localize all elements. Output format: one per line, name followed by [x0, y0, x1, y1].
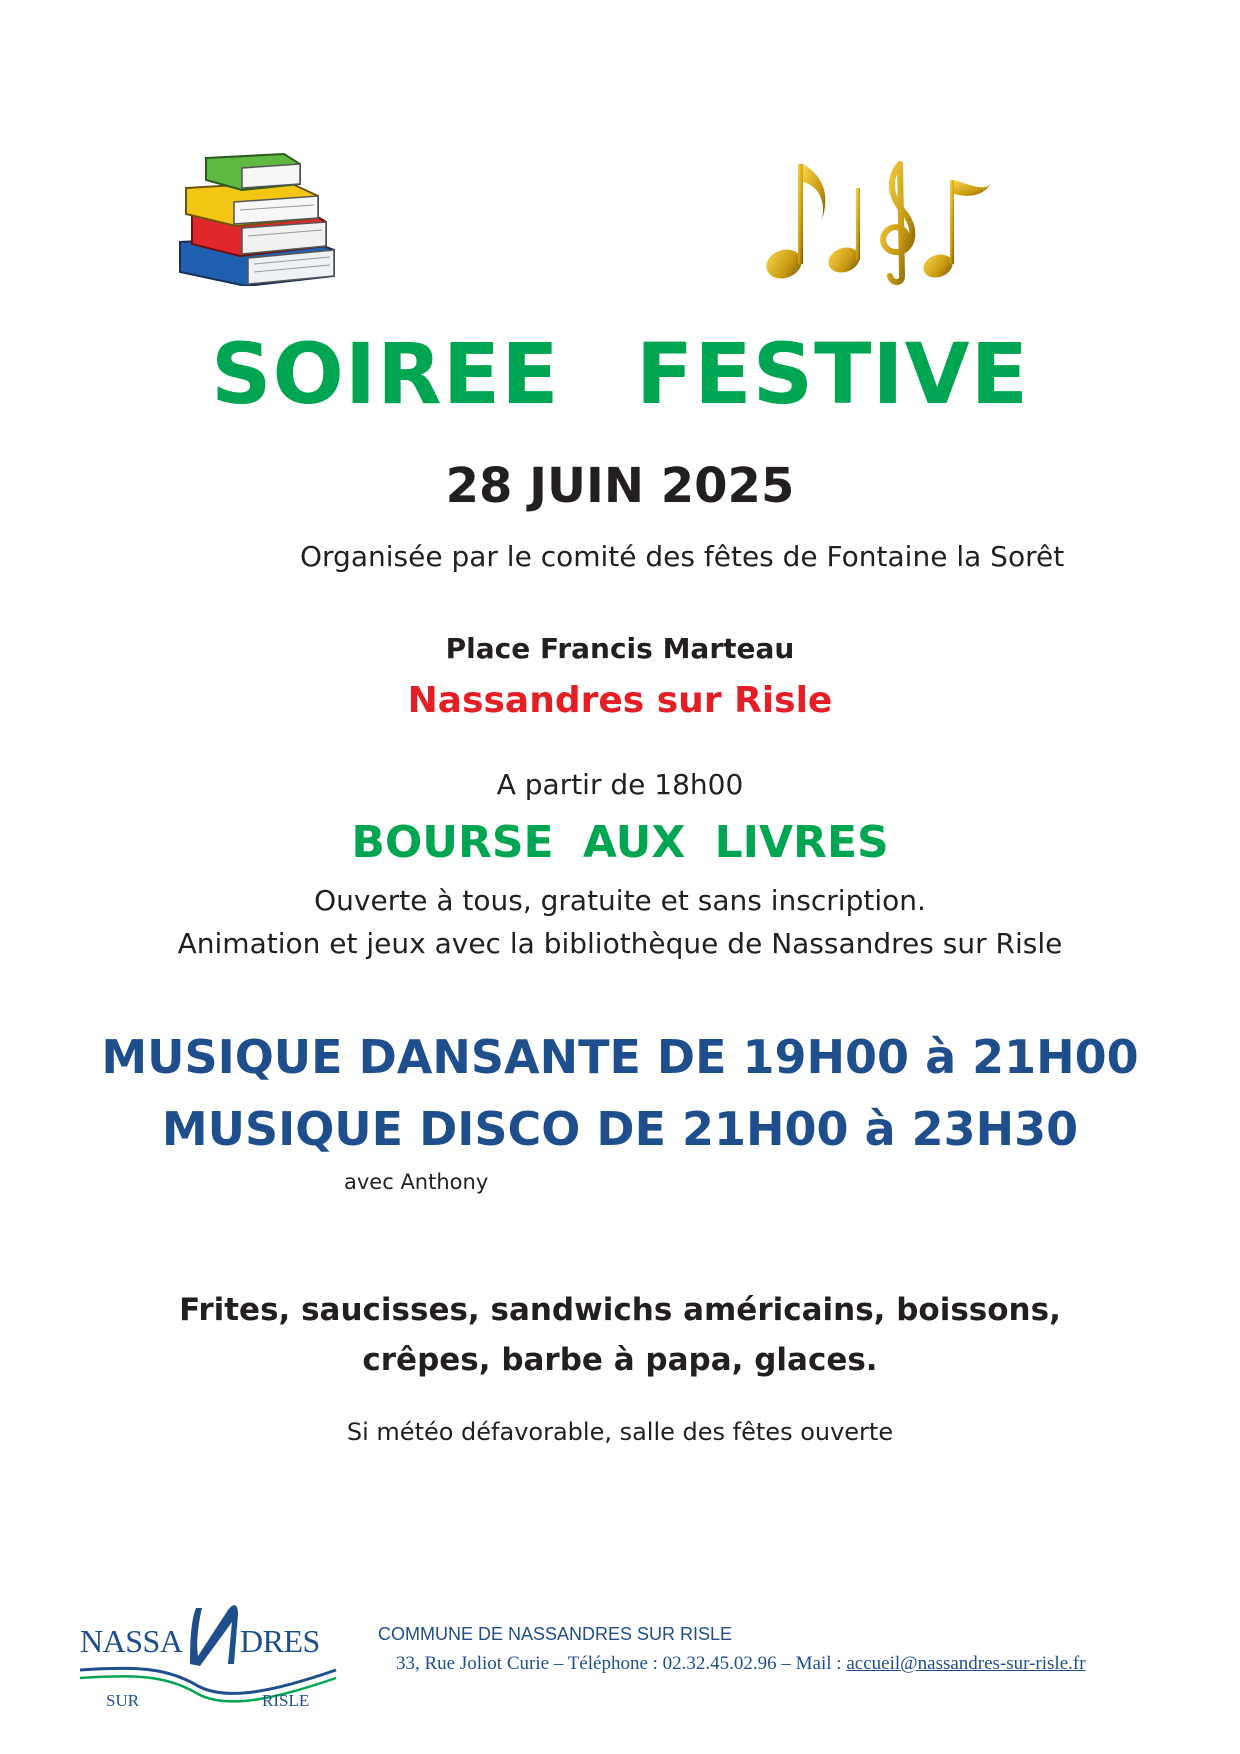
event-title: SOIREE FESTIVE	[210, 325, 1030, 423]
bourse-title: BOURSE AUX LIVRES	[351, 817, 889, 868]
food-line-1: Frites, saucisses, sandwichs américains, boissons,	[179, 1292, 1061, 1328]
organiser-line: Organisée par le comité des fêtes de Fontaine la Sorêt	[300, 540, 1065, 573]
svg-text:DRES: DRES	[240, 1623, 320, 1659]
animation-line: Animation et jeux avec la bibliothèque de Nassandres sur Risle	[177, 927, 1063, 960]
music-disco-line: MUSIQUE DISCO DE 21H00 à 23H30	[161, 1102, 1079, 1156]
weather-note: Si météo défavorable, salle des fêtes ouverte	[346, 1418, 894, 1446]
dj-line: avec Anthony	[344, 1170, 489, 1194]
event-date: 28 JUIN 2025	[445, 458, 795, 514]
svg-text:NASSA: NASSA	[80, 1623, 183, 1659]
svg-text:SUR: SUR	[106, 1691, 140, 1710]
music-dansante-line: MUSIQUE DANSANTE DE 19H00 à 21H00	[101, 1030, 1139, 1084]
footer-address-text: 33, Rue Joliot Curie – Téléphone : 02.32.45.02.96 – Mail :	[396, 1653, 847, 1674]
book-stack-icon	[176, 150, 336, 286]
footer-commune: COMMUNE DE NASSANDRES SUR RISLE	[378, 1624, 733, 1644]
event-town: Nassandres sur Risle	[407, 680, 833, 721]
event-place: Place Francis Marteau	[445, 632, 795, 665]
music-notes-icon	[764, 156, 1008, 286]
svg-text:RISLE: RISLE	[262, 1691, 310, 1710]
food-line-2: crêpes, barbe à papa, glaces.	[362, 1342, 878, 1378]
footer-address	[396, 1653, 1086, 1675]
email-link[interactable]: accueil@nassandres-sur-risle.fr	[846, 1653, 1086, 1674]
commune-logo	[78, 1594, 338, 1714]
bourse-description: Ouverte à tous, gratuite et sans inscription.	[314, 884, 926, 917]
start-time: A partir de 18h00	[496, 768, 744, 801]
